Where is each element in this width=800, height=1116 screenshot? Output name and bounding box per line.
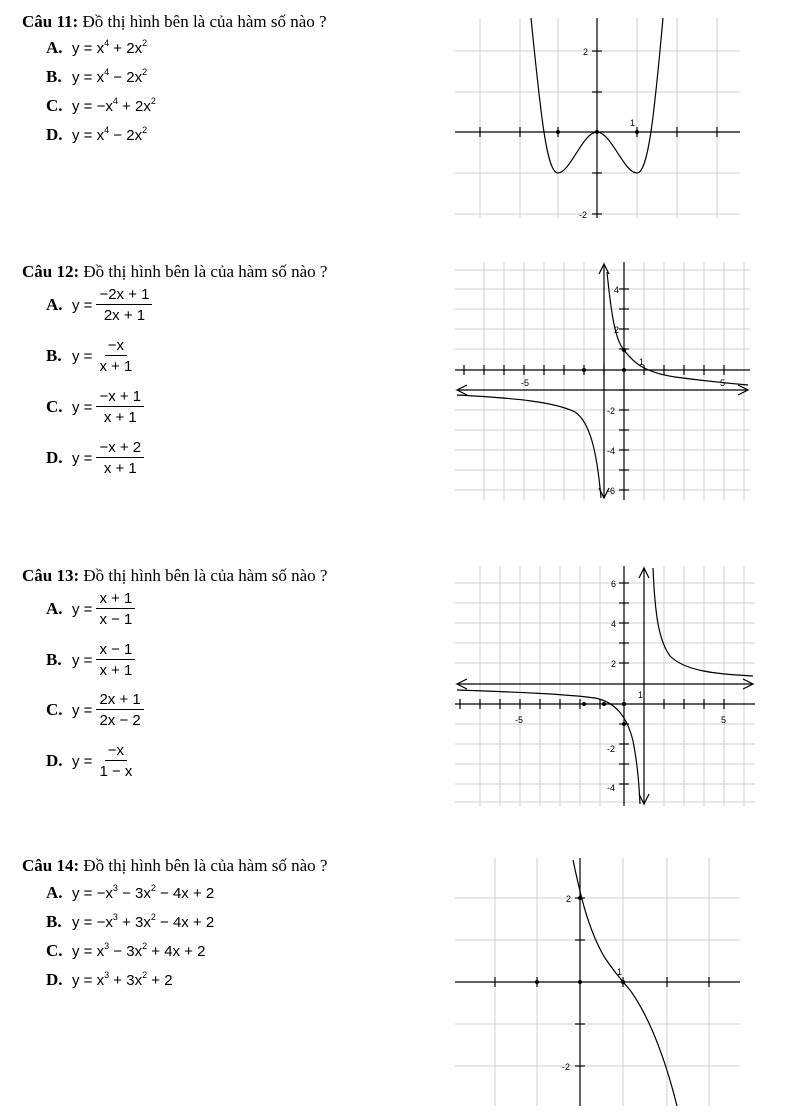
option-fraction: $\frac{x - 1}{x + 1}$ — [96, 641, 135, 679]
option-fraction: $\frac{2x + 1}{2x - 2}$ — [96, 691, 143, 729]
q12-option-a[interactable] — [46, 286, 152, 324]
tick-label: 1 — [630, 118, 636, 128]
option-lhs: y = — [72, 347, 93, 365]
question-12-text: Đồ thị hình bên là của hàm số nào ? — [83, 262, 328, 281]
option-letter: B. — [46, 650, 62, 669]
option-formula: $y = -x^3 + 3x^2 - 4x + 2$ — [72, 912, 215, 931]
tick-label: 1 — [617, 967, 623, 977]
question-14-label: Câu 14: — [22, 856, 80, 875]
tick-label: 5 — [720, 378, 726, 388]
option-lhs: y = — [72, 651, 93, 669]
tick-label: 6 — [611, 579, 617, 589]
tick-label: 2 — [583, 47, 589, 57]
option-letter: B. — [46, 346, 62, 365]
axes — [455, 858, 740, 1106]
q11-option-b[interactable] — [46, 67, 147, 87]
option-letter: A. — [46, 599, 63, 618]
tick-label: 5 — [721, 715, 727, 725]
option-letter: D. — [46, 125, 63, 144]
q13-points — [582, 702, 626, 726]
tick-label: 1 — [638, 690, 644, 700]
option-fraction: $\frac{-2x + 1}{2x + 1}$ — [96, 286, 152, 324]
tick-label: -4 — [607, 446, 616, 456]
option-lhs: y = — [72, 449, 93, 467]
tick-label: 2 — [566, 894, 572, 904]
option-letter: C. — [46, 700, 63, 719]
question-13-label: Câu 13: — [22, 566, 80, 585]
option-formula: $y = x^4 + 2x^2$ — [72, 38, 148, 57]
q14-graph — [455, 858, 740, 1106]
q13-option-b[interactable] — [46, 641, 135, 679]
tick-label: -2 — [607, 744, 616, 754]
q13-graph — [455, 566, 755, 806]
q11-graph — [455, 18, 740, 218]
question-14-text: Đồ thị hình bên là của hàm số nào ? — [83, 856, 328, 875]
q14-option-c[interactable] — [46, 941, 205, 961]
tick-label: -4 — [607, 783, 616, 793]
option-lhs: y = — [72, 752, 93, 770]
question-13-heading — [22, 566, 327, 586]
option-letter: B. — [46, 67, 62, 86]
option-letter: A. — [46, 883, 63, 902]
axes — [455, 18, 740, 218]
option-formula: $y = -x^3 - 3x^2 - 4x + 2$ — [72, 883, 215, 902]
option-fraction: $\frac{-x}{x + 1}$ — [99, 337, 133, 375]
option-fraction: $\frac{x + 1}{x - 1}$ — [96, 590, 135, 628]
option-letter: D. — [46, 970, 63, 989]
q13-curve-right — [653, 568, 753, 676]
question-13-text: Đồ thị hình bên là của hàm số nào ? — [83, 566, 328, 585]
option-fraction: $\frac{-x + 2}{x + 1}$ — [96, 439, 144, 477]
tick-label: -5 — [521, 378, 530, 388]
option-letter: A. — [46, 295, 63, 314]
tick-label: 2 — [614, 325, 620, 335]
tick-label: 4 — [614, 285, 620, 295]
option-letter: A. — [46, 38, 63, 57]
tick-label: 2 — [611, 659, 617, 669]
q12-option-c[interactable] — [46, 388, 144, 426]
option-fraction: $\frac{-x}{1 - x}$ — [99, 742, 133, 780]
question-14-heading — [22, 856, 327, 876]
option-letter: C. — [46, 941, 63, 960]
q14-option-b[interactable] — [46, 912, 214, 932]
q11-option-a[interactable] — [46, 38, 147, 58]
q14-option-d[interactable] — [46, 970, 173, 990]
question-12-heading — [22, 262, 327, 282]
q13-option-c[interactable] — [46, 691, 144, 729]
question-11-label: Câu 11: — [22, 12, 79, 31]
q12-option-b[interactable] — [46, 337, 135, 375]
option-fraction: $\frac{-x + 1}{x + 1}$ — [96, 388, 144, 426]
option-letter: D. — [46, 751, 63, 770]
option-formula: $y = -x^4 + 2x^2$ — [72, 96, 156, 115]
q13-option-a[interactable] — [46, 590, 135, 628]
option-formula: $y = x^3 - 3x^2 + 4x + 2$ — [72, 941, 206, 960]
option-formula: $y = x^3 + 3x^2 + 2$ — [72, 970, 173, 989]
tick-label: 1 — [639, 357, 645, 367]
q13-option-d[interactable] — [46, 742, 135, 780]
option-lhs: y = — [72, 600, 93, 618]
option-lhs: y = — [72, 701, 93, 719]
option-lhs: y = — [72, 398, 93, 416]
q14-option-a[interactable] — [46, 883, 214, 903]
tick-label: -5 — [515, 715, 524, 725]
q11-option-c[interactable] — [46, 96, 156, 116]
option-letter: D. — [46, 448, 63, 467]
q12-option-d[interactable] — [46, 439, 144, 477]
tick-label: -6 — [607, 486, 616, 496]
tick-label: 4 — [611, 619, 617, 629]
q11-option-d[interactable] — [46, 125, 147, 145]
tick-label: -2 — [562, 1062, 571, 1072]
question-11-heading — [22, 12, 327, 32]
option-letter: B. — [46, 912, 62, 931]
option-letter: C. — [46, 397, 63, 416]
option-letter: C. — [46, 96, 63, 115]
tick-label: -2 — [579, 210, 588, 218]
option-lhs: y = — [72, 296, 93, 314]
tick-label: -2 — [607, 406, 616, 416]
question-12-label: Câu 12: — [22, 262, 80, 281]
q12-graph — [455, 262, 750, 500]
option-formula: $y = x^4 - 2x^2$ — [72, 67, 148, 86]
grid — [455, 566, 755, 806]
q14-curve — [573, 860, 677, 1106]
option-formula: $y = x^4 - 2x^2$ — [72, 125, 148, 144]
question-11-text: Đồ thị hình bên là của hàm số nào ? — [82, 12, 327, 31]
